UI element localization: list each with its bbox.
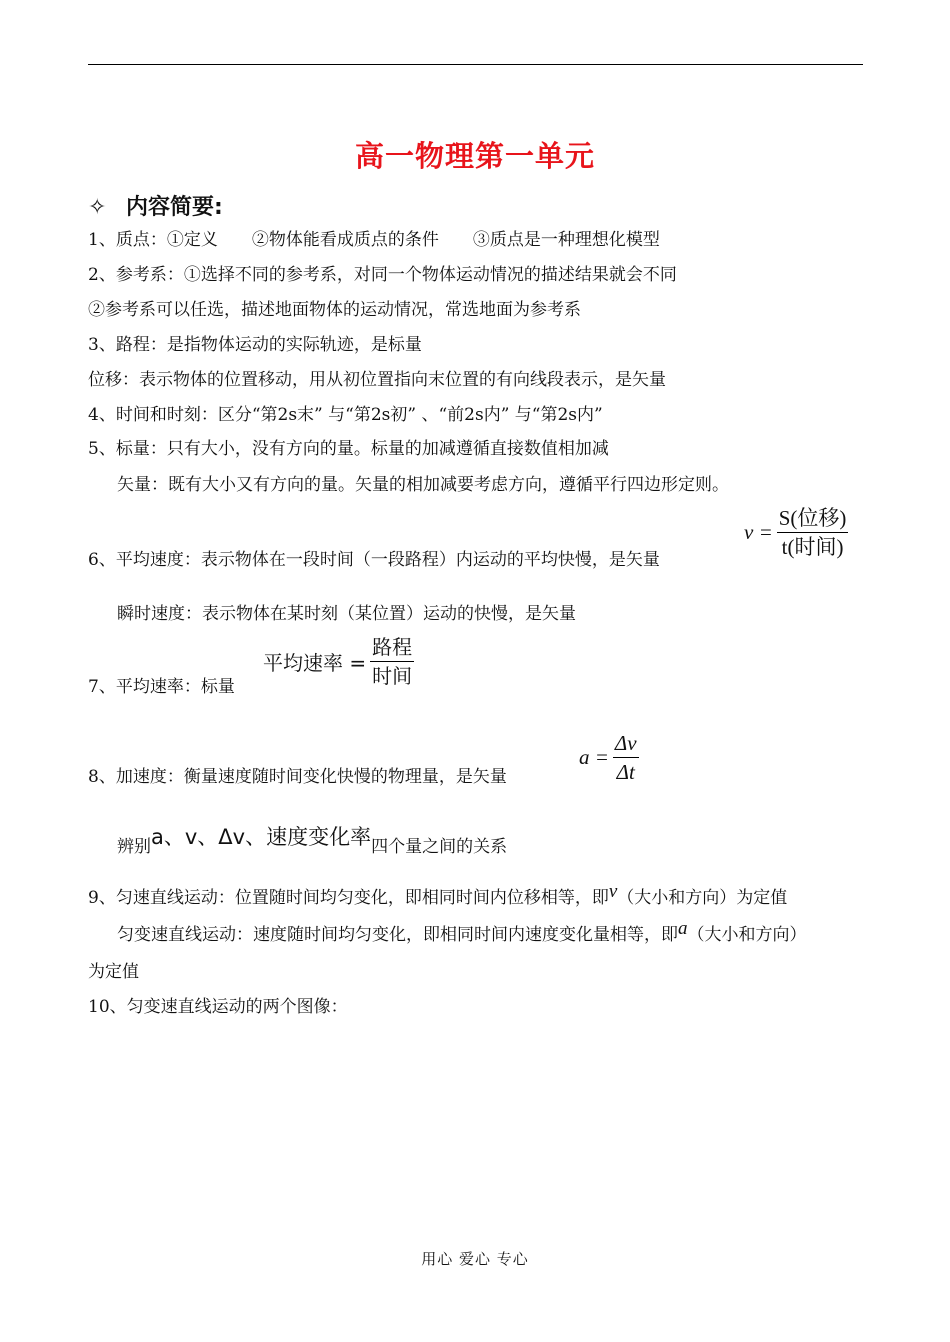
section-heading bbox=[88, 190, 223, 221]
numerator: S(位移) bbox=[777, 505, 849, 533]
line-11-avg-speed: 7、平均速率：标量 bbox=[88, 677, 235, 697]
fraction bbox=[777, 505, 849, 560]
line-14-uniform-motion bbox=[88, 881, 788, 909]
formula-lhs: v = bbox=[744, 520, 773, 544]
line-3-reference-frame-choice: ②参考系可以任选，描述地面物体的运动情况，常选地面为参考系 bbox=[88, 300, 581, 320]
denominator: Δt bbox=[616, 760, 635, 784]
line-8-vector: 矢量：既有大小又有方向的量。矢量的相加减要考虑方向，遵循平行四边形定则。 bbox=[117, 475, 729, 495]
line-12-acceleration: 8、加速度：衡量速度随时间变化快慢的物理量，是矢量 bbox=[88, 767, 507, 787]
line-9-avg-velocity: 6、平均速度：表示物体在一段时间（一段路程）内运动的平均快慢，是矢量 bbox=[88, 550, 660, 570]
acceleration-formula bbox=[579, 730, 639, 785]
line-6-time: 4、时间和时刻：区分“第2s末” 与“第2s初” 、“前2s内” 与“第2s内” bbox=[88, 405, 603, 425]
document-title: 高一物理第一单元 bbox=[354, 139, 595, 173]
denominator: 时间 bbox=[372, 664, 413, 688]
a-symbol: a bbox=[678, 918, 688, 939]
line-7-scalar: 5、标量：只有大小，没有方向的量。标量的加减遵循直接数值相加减 bbox=[88, 439, 609, 459]
uniform-motion-suffix: （大小和方向）为定值 bbox=[617, 888, 788, 908]
v-symbol: v bbox=[608, 881, 618, 902]
distinguish-label: 辨别 bbox=[117, 837, 151, 857]
avg-speed-formula bbox=[263, 634, 414, 689]
line-17-graphs: 10、匀变速直线运动的两个图像： bbox=[88, 997, 348, 1017]
uniform-accel-suffix: （大小和方向） bbox=[687, 925, 807, 945]
line-16-constant: 为定值 bbox=[88, 962, 139, 982]
diamond-star-icon: ✧ bbox=[88, 195, 107, 220]
line-15-uniform-accel-motion bbox=[117, 918, 807, 946]
section-heading-text: 内容简要: bbox=[126, 195, 223, 220]
distinguish-suffix: 四个量之间的关系 bbox=[371, 837, 508, 857]
formula-lhs: 平均速率 = bbox=[263, 651, 367, 675]
line-13-distinguish bbox=[117, 825, 508, 857]
quantities-expression: a、v、Δv、速度变化率 bbox=[151, 825, 372, 849]
denominator: t(时间) bbox=[781, 535, 844, 559]
uniform-accel-text: 匀变速直线运动：速度随时间均匀变化，即相同时间内速度变化量相等，即 bbox=[117, 925, 678, 945]
line-5-displacement: 位移：表示物体的位置移动，用从初位置指向末位置的有向线段表示，是矢量 bbox=[88, 370, 666, 390]
line-2-reference-frame: 2、参考系：①选择不同的参考系，对同一个物体运动情况的描述结果就会不同 bbox=[88, 265, 677, 285]
avg-velocity-formula bbox=[744, 505, 848, 560]
line-4-path: 3、路程：是指物体运动的实际轨迹，是标量 bbox=[88, 335, 422, 355]
uniform-motion-text: 9、匀速直线运动：位置随时间均匀变化，即相同时间内位移相等，即 bbox=[88, 888, 609, 908]
page-footer: 用心 爱心 专心 bbox=[421, 1250, 529, 1268]
header-rule bbox=[88, 64, 863, 65]
numerator: 路程 bbox=[370, 634, 414, 662]
line-10-instant-velocity: 瞬时速度：表示物体在某时刻（某位置）运动的快慢，是矢量 bbox=[117, 604, 576, 624]
fraction bbox=[613, 730, 639, 785]
numerator: Δv bbox=[613, 730, 639, 758]
line-1-particle: 1、质点：①定义 ②物体能看成质点的条件 ③质点是一种理想化模型 bbox=[88, 230, 660, 250]
formula-lhs: a = bbox=[579, 745, 609, 769]
fraction bbox=[370, 634, 414, 689]
